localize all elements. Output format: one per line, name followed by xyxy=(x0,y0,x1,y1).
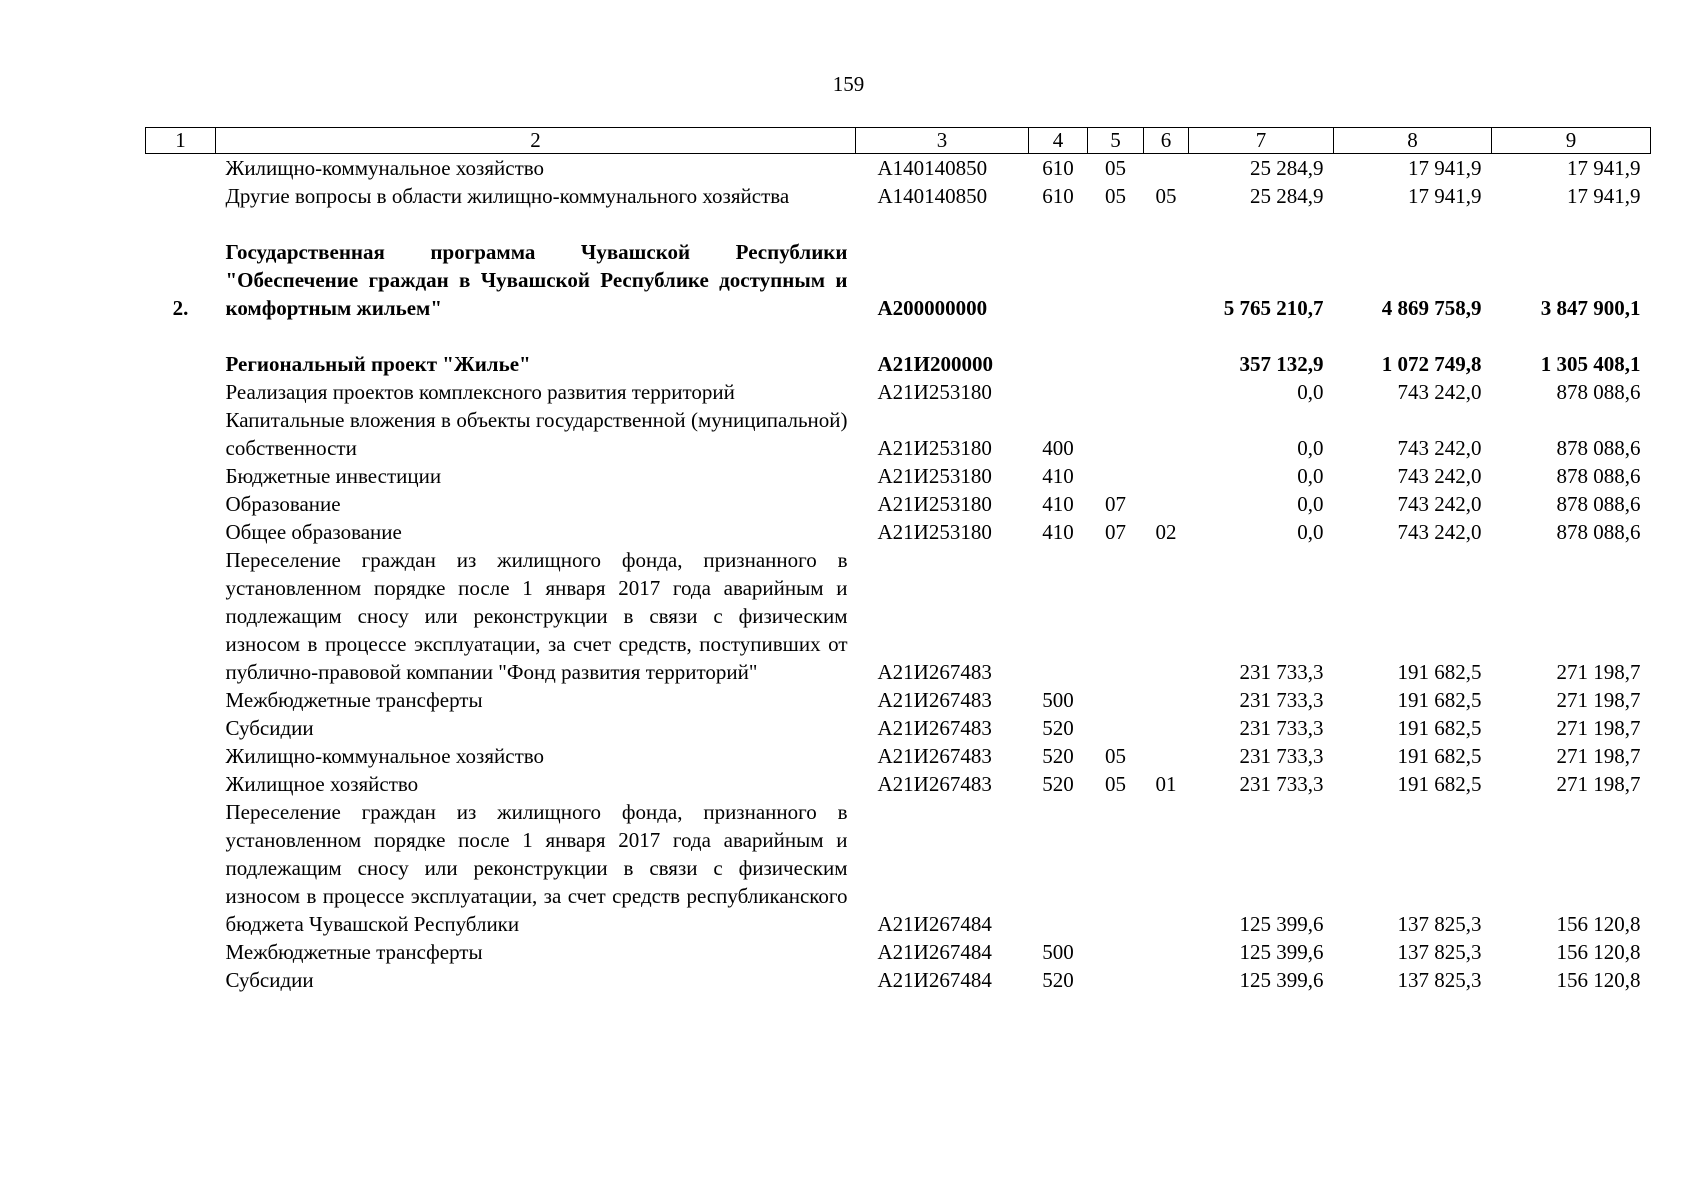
amount-col-9: 878 088,6 xyxy=(1556,464,1641,488)
section xyxy=(1088,546,1144,686)
section xyxy=(1088,938,1144,966)
subsection xyxy=(1144,714,1189,742)
row-number xyxy=(146,742,216,770)
target-code: А21И253180 xyxy=(877,436,992,460)
subsection xyxy=(1144,462,1189,490)
expense-type: 500 xyxy=(1042,688,1074,712)
row-number xyxy=(146,406,216,462)
amount-col-8: 191 682,5 xyxy=(1397,772,1482,796)
page-number: 159 xyxy=(832,72,865,96)
row-number xyxy=(146,546,216,686)
header-row xyxy=(146,128,1651,154)
row-number xyxy=(146,462,216,490)
section xyxy=(1088,462,1144,490)
table-body xyxy=(146,154,1651,995)
row-name: Жилищно-коммунальное хозяйство xyxy=(225,744,545,768)
row-number xyxy=(146,154,216,183)
table-row xyxy=(146,490,1651,518)
table-row xyxy=(146,938,1651,966)
table-row xyxy=(146,686,1651,714)
subsection xyxy=(1144,406,1189,462)
spacer-cell xyxy=(146,322,1651,350)
table-row xyxy=(146,378,1651,406)
subsection xyxy=(1144,546,1189,686)
expense-type: 410 xyxy=(1042,492,1074,516)
amount-col-8: 191 682,5 xyxy=(1397,688,1482,712)
target-code: А21И253180 xyxy=(877,464,992,488)
row-number xyxy=(146,686,216,714)
amount-col-8: 137 825,3 xyxy=(1397,968,1482,992)
column-header-7: 7 xyxy=(1189,128,1334,154)
amount-col-8: 743 242,0 xyxy=(1397,436,1482,460)
amount-col-9: 17 941,9 xyxy=(1567,156,1641,180)
amount-col-7: 0,0 xyxy=(1297,380,1324,404)
amount-col-7: 0,0 xyxy=(1297,520,1324,544)
amount-col-7: 231 733,3 xyxy=(1239,772,1324,796)
expense-type: 520 xyxy=(1042,968,1074,992)
target-code: А140140850 xyxy=(877,156,988,180)
section xyxy=(1088,406,1144,462)
amount-col-9: 271 198,7 xyxy=(1556,688,1641,712)
target-code: А140140850 xyxy=(877,184,988,208)
expense-type: 410 xyxy=(1042,520,1074,544)
amount-col-9: 156 120,8 xyxy=(1556,912,1641,936)
row-number xyxy=(146,966,216,994)
row-name: Образование xyxy=(225,492,341,516)
expense-type: 610 xyxy=(1042,184,1074,208)
amount-col-8: 191 682,5 xyxy=(1397,744,1482,768)
target-code: А21И267483 xyxy=(877,660,992,684)
subsection xyxy=(1144,238,1189,322)
amount-col-7: 125 399,6 xyxy=(1239,940,1324,964)
row-number xyxy=(146,938,216,966)
subsection: 02 xyxy=(1155,520,1177,544)
amount-col-7: 357 132,9 xyxy=(1239,352,1324,376)
table-row xyxy=(146,182,1651,210)
target-code: А21И200000 xyxy=(877,352,993,376)
table-row xyxy=(146,546,1651,686)
column-header-8: 8 xyxy=(1334,128,1492,154)
target-code: А200000000 xyxy=(877,296,988,320)
amount-col-8: 743 242,0 xyxy=(1397,380,1482,404)
amount-col-7: 125 399,6 xyxy=(1239,968,1324,992)
subsection xyxy=(1144,490,1189,518)
column-header-9: 9 xyxy=(1492,128,1651,154)
target-code: А21И267483 xyxy=(877,688,992,712)
column-header-1: 1 xyxy=(146,128,216,154)
subsection xyxy=(1144,742,1189,770)
row-number xyxy=(146,350,216,378)
amount-col-8: 191 682,5 xyxy=(1397,660,1482,684)
spacer-row xyxy=(146,322,1651,350)
target-code: А21И267483 xyxy=(877,744,992,768)
expense-type: 500 xyxy=(1042,940,1074,964)
budget-table xyxy=(145,127,1651,994)
table-row xyxy=(146,714,1651,742)
amount-col-9: 3 847 900,1 xyxy=(1540,296,1641,320)
amount-col-8: 743 242,0 xyxy=(1397,464,1482,488)
amount-col-7: 0,0 xyxy=(1297,436,1324,460)
column-header-6: 6 xyxy=(1144,128,1189,154)
amount-col-7: 231 733,3 xyxy=(1239,716,1324,740)
row-number xyxy=(146,490,216,518)
amount-col-8: 191 682,5 xyxy=(1397,716,1482,740)
row-name: Реализация проектов комплексного развития территорий xyxy=(225,380,735,404)
subsection xyxy=(1144,350,1189,378)
amount-col-8: 137 825,3 xyxy=(1397,940,1482,964)
expense-type: 400 xyxy=(1042,436,1074,460)
target-code: А21И267483 xyxy=(877,716,992,740)
amount-col-9: 878 088,6 xyxy=(1556,492,1641,516)
subsection xyxy=(1144,966,1189,994)
expense-type xyxy=(1029,378,1088,406)
amount-col-7: 0,0 xyxy=(1297,464,1324,488)
table-row xyxy=(146,966,1651,994)
row-name: Переселение граждан из жилищного фонда, признанного в установленном порядке после 1 января 2017 года аварийным и подлежащим сносу или реконструкции в связи с физическим износом в процессе эксплуатации, за счет средств республиканского бюджета Чувашской Республики xyxy=(225,800,848,936)
section: 05 xyxy=(1105,772,1126,796)
amount-col-9: 156 120,8 xyxy=(1556,940,1641,964)
column-header-3: 3 xyxy=(856,128,1029,154)
table-row xyxy=(146,742,1651,770)
subsection xyxy=(1144,378,1189,406)
row-name: Жилищно-коммунальное хозяйство xyxy=(225,156,545,180)
amount-col-9: 17 941,9 xyxy=(1567,184,1641,208)
section: 07 xyxy=(1105,520,1126,544)
row-name: Капитальные вложения в объекты государственной (муниципальной) собственности xyxy=(225,408,848,460)
target-code: А21И267484 xyxy=(877,940,992,964)
expense-type: 520 xyxy=(1042,744,1074,768)
row-number: 2. xyxy=(172,296,189,320)
amount-col-7: 25 284,9 xyxy=(1250,184,1324,208)
spacer-row xyxy=(146,210,1651,238)
amount-col-9: 271 198,7 xyxy=(1556,772,1641,796)
amount-col-9: 271 198,7 xyxy=(1556,660,1641,684)
column-header-4: 4 xyxy=(1029,128,1088,154)
expense-type: 520 xyxy=(1042,772,1074,796)
subsection xyxy=(1144,154,1189,183)
row-number xyxy=(146,378,216,406)
column-header-2: 2 xyxy=(216,128,856,154)
row-name: Жилищное хозяйство xyxy=(225,772,419,796)
amount-col-9: 271 198,7 xyxy=(1556,744,1641,768)
amount-col-7: 25 284,9 xyxy=(1250,156,1324,180)
row-name: Межбюджетные трансферты xyxy=(225,688,483,712)
target-code: А21И253180 xyxy=(877,492,992,516)
amount-col-7: 0,0 xyxy=(1297,492,1324,516)
amount-col-8: 743 242,0 xyxy=(1397,520,1482,544)
subsection xyxy=(1144,686,1189,714)
amount-col-7: 125 399,6 xyxy=(1239,912,1324,936)
row-name: Субсидии xyxy=(225,716,314,740)
row-name: Переселение граждан из жилищного фонда, признанного в установленном порядке после 1 января 2017 года аварийным и подлежащим сносу или реконструкции в связи с физическим износом в процессе эксплуатации, за счет средств, поступивших от публично-правовой компании "Фонд развития территорий" xyxy=(225,548,848,684)
target-code: А21И267483 xyxy=(877,772,992,796)
section xyxy=(1088,798,1144,938)
row-number xyxy=(146,518,216,546)
amount-col-8: 743 242,0 xyxy=(1397,492,1482,516)
section xyxy=(1088,350,1144,378)
amount-col-7: 231 733,3 xyxy=(1239,744,1324,768)
section: 05 xyxy=(1105,744,1126,768)
row-name: Другие вопросы в области жилищно-коммунального хозяйства xyxy=(225,184,790,208)
section: 05 xyxy=(1105,156,1126,180)
expense-type xyxy=(1029,238,1088,322)
spacer-cell xyxy=(146,210,1651,238)
amount-col-7: 231 733,3 xyxy=(1239,688,1324,712)
row-name: Бюджетные инвестиции xyxy=(225,464,442,488)
amount-col-7: 231 733,3 xyxy=(1239,660,1324,684)
subsection: 05 xyxy=(1155,184,1177,208)
row-name: Региональный проект "Жилье" xyxy=(225,352,531,376)
table-row xyxy=(146,154,1651,183)
amount-col-8: 1 072 749,8 xyxy=(1381,352,1482,376)
amount-col-9: 271 198,7 xyxy=(1556,716,1641,740)
amount-col-8: 17 941,9 xyxy=(1408,184,1482,208)
table-row xyxy=(146,462,1651,490)
amount-col-9: 878 088,6 xyxy=(1556,436,1641,460)
table-row xyxy=(146,238,1651,322)
row-number xyxy=(146,714,216,742)
expense-type: 520 xyxy=(1042,716,1074,740)
amount-col-7: 5 765 210,7 xyxy=(1223,296,1324,320)
row-name: Общее образование xyxy=(225,520,402,544)
expense-type xyxy=(1029,546,1088,686)
column-header-5: 5 xyxy=(1088,128,1144,154)
amount-col-9: 156 120,8 xyxy=(1556,968,1641,992)
subsection xyxy=(1144,938,1189,966)
amount-col-8: 137 825,3 xyxy=(1397,912,1482,936)
amount-col-9: 878 088,6 xyxy=(1556,380,1641,404)
target-code: А21И253180 xyxy=(877,520,992,544)
section xyxy=(1088,378,1144,406)
expense-type xyxy=(1029,350,1088,378)
table-row xyxy=(146,770,1651,798)
expense-type: 610 xyxy=(1042,156,1074,180)
amount-col-8: 17 941,9 xyxy=(1408,156,1482,180)
section xyxy=(1088,966,1144,994)
section xyxy=(1088,714,1144,742)
table-row xyxy=(146,798,1651,938)
expense-type: 410 xyxy=(1042,464,1074,488)
amount-col-9: 878 088,6 xyxy=(1556,520,1641,544)
row-name: Государственная программа Чувашской Республики "Обеспечение граждан в Чувашской Республике доступным и комфортным жильем" xyxy=(225,240,848,320)
target-code: А21И267484 xyxy=(877,912,992,936)
section: 05 xyxy=(1105,184,1126,208)
row-number xyxy=(146,770,216,798)
amount-col-9: 1 305 408,1 xyxy=(1540,352,1641,376)
table-row xyxy=(146,406,1651,462)
subsection: 01 xyxy=(1155,772,1177,796)
table-row xyxy=(146,350,1651,378)
row-number xyxy=(146,182,216,210)
subsection xyxy=(1144,798,1189,938)
amount-col-8: 4 869 758,9 xyxy=(1381,296,1482,320)
target-code: А21И253180 xyxy=(877,380,992,404)
table-row xyxy=(146,518,1651,546)
row-number xyxy=(146,798,216,938)
section xyxy=(1088,238,1144,322)
section: 07 xyxy=(1105,492,1126,516)
row-name: Субсидии xyxy=(225,968,314,992)
expense-type xyxy=(1029,798,1088,938)
row-name: Межбюджетные трансферты xyxy=(225,940,483,964)
section xyxy=(1088,686,1144,714)
target-code: А21И267484 xyxy=(877,968,992,992)
